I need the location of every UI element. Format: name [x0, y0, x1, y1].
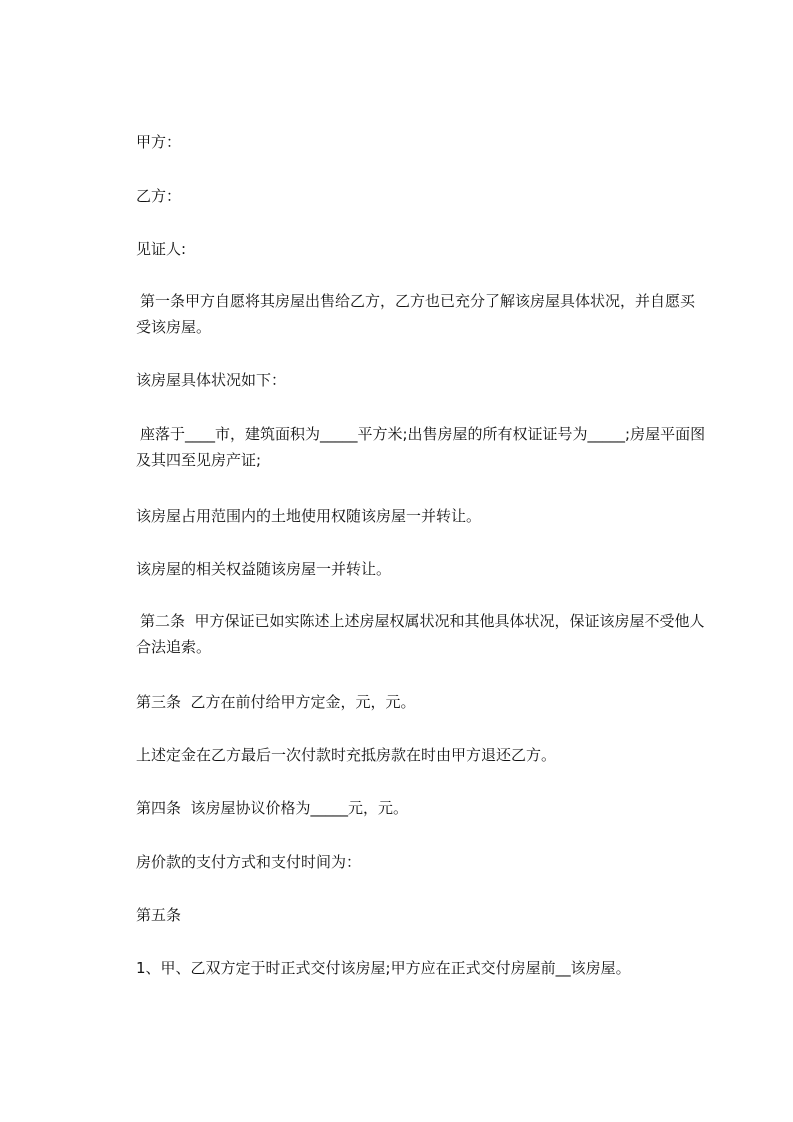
article-3-paragraph: 第三条 乙方在前付给甲方定金，元，元。	[136, 693, 416, 711]
deposit-paragraph: 上述定金在乙方最后一次付款时充抵房款在时由甲方退还乙方。	[136, 746, 557, 764]
rights-transfer-paragraph: 该房屋的相关权益随该房屋一并转让。	[136, 560, 392, 578]
article-5-heading: 第五条	[136, 906, 182, 924]
property-location-paragraph: 座落于____市，建筑面积为_____平方米;出售房屋的所有权证证号为_____;房屋平面图及其四至见房产证;	[136, 425, 706, 469]
property-status-heading: 该房屋具体状况如下：	[136, 371, 287, 389]
article-2-paragraph: 第二条 甲方保证已如实陈述上述房屋权属状况和其他具体状况，保证该房屋不受他人合法追索。	[136, 612, 705, 656]
payment-method-paragraph: 房价款的支付方式和支付时间为：	[136, 853, 362, 871]
article-4-paragraph: 第四条 该房屋协议价格为_____元，元。	[136, 799, 409, 817]
witness-line: 见证人:	[136, 240, 187, 258]
article-5-item-1: 1、甲、乙双方定于时正式交付该房屋;甲方应在正式交付房屋前__该房屋。	[136, 959, 631, 977]
land-use-paragraph: 该房屋占用范围内的土地使用权随该房屋一并转让。	[136, 507, 482, 525]
article-1-paragraph: 第一条甲方自愿将其房屋出售给乙方，乙方也已充分了解该房屋具体状况，并自愿买受该房屋。	[136, 292, 696, 336]
party-b-line: 乙方：	[136, 187, 182, 205]
party-a-line: 甲方：	[136, 133, 182, 151]
